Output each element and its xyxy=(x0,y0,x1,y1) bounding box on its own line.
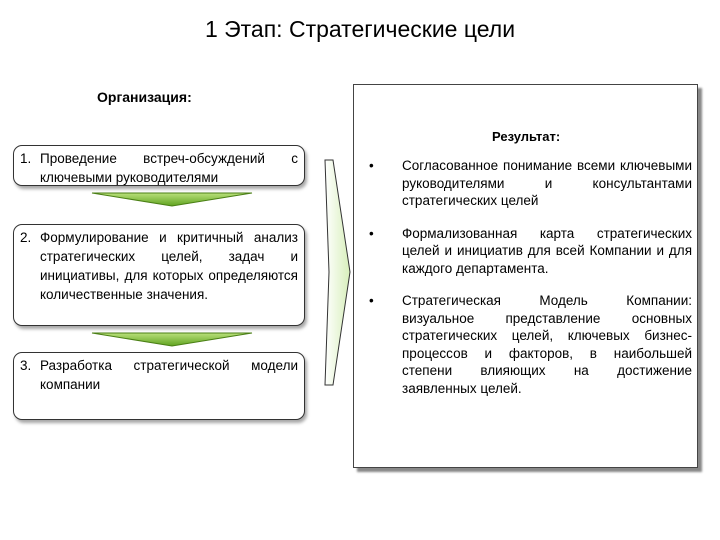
step-2-box xyxy=(13,224,305,326)
result-bullet-item xyxy=(364,157,692,210)
result-bullet-item xyxy=(364,292,692,397)
result-panel xyxy=(353,84,698,468)
step-1-number: 1. xyxy=(20,151,32,166)
down-arrow-1-icon xyxy=(92,193,252,206)
step-1-text: Проведение встреч-обсуждений с ключевыми руководителями xyxy=(40,151,298,185)
result-label: Результат: xyxy=(492,129,561,144)
result-bullet-1-text: Согласованное понимание всеми ключевыми руководителями и консультантами стратегических целей xyxy=(402,158,692,208)
step-3-number: 3. xyxy=(20,358,32,373)
result-bullet-item xyxy=(364,225,692,278)
step-3-text: Разработка стратегической модели компании xyxy=(40,358,298,392)
bullet-marker: • xyxy=(369,293,374,308)
down-arrow-2-icon xyxy=(92,333,252,346)
step-1-box xyxy=(13,145,305,186)
step-2-text: Формулирование и критичный анализ стратегических целей, задач и инициативы, для которых определяются количественные значения. xyxy=(40,230,298,302)
bullet-marker: • xyxy=(369,225,374,241)
result-bullet-list xyxy=(364,157,692,412)
page-title: 1 Этап: Стратегические цели xyxy=(204,16,516,42)
bullet-marker: • xyxy=(369,158,374,173)
right-chevron-arrow-icon xyxy=(325,160,350,385)
step-3-box xyxy=(13,352,305,420)
organization-label: Организация: xyxy=(97,89,192,105)
result-bullet-3-text: Стратегическая Модель Компании: визуальное представление основных стратегических целей, ключевых бизнес-процессов и факторов, в наибольшей степени влияющих на достижение заявленных целей. xyxy=(402,293,692,396)
step-2-number: 2. xyxy=(20,230,32,245)
result-bullet-2-text: Формализованная карта стратегических целей и инициатив для всей Компании и для каждого департамента. xyxy=(402,225,692,276)
